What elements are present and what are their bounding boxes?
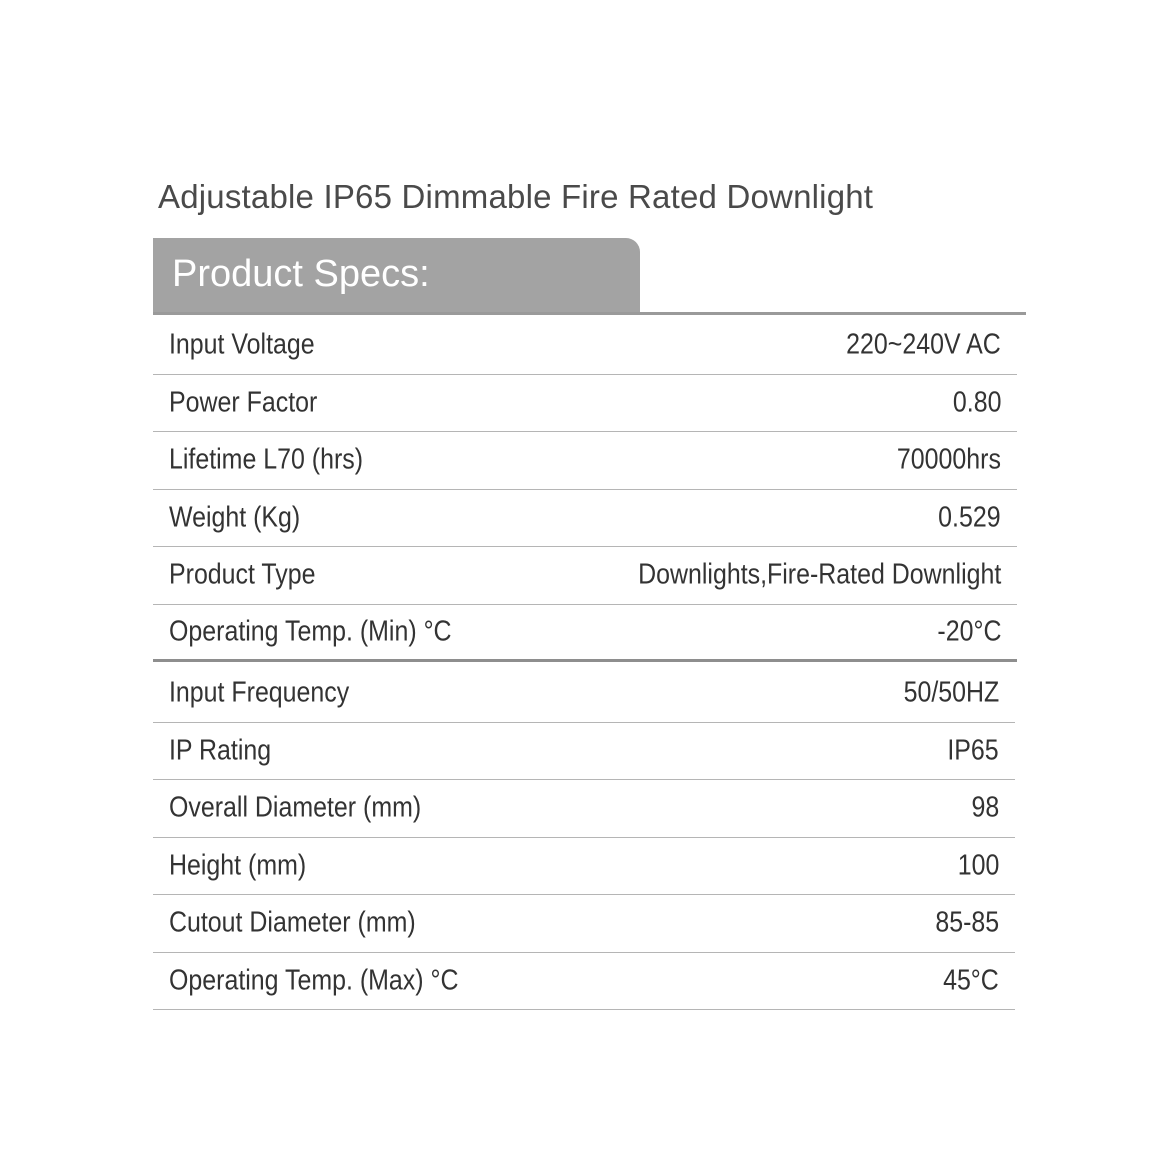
spec-value: 0.529 [938,501,1001,534]
spec-label: Product Type [169,558,316,591]
spec-label: Cutout Diameter (mm) [169,906,416,939]
spec-label: Input Frequency [169,676,350,709]
spec-label: Operating Temp. (Min) °C [169,615,452,648]
spec-label: Input Voltage [169,328,315,361]
spec-row-input-voltage [153,317,1017,375]
spec-value: 85-85 [935,906,999,939]
spec-row-lifetime [153,432,1017,490]
spec-row-product-type [153,547,1017,605]
spec-label: Power Factor [169,386,318,419]
spec-row-input-frequency [153,665,1015,723]
spec-value: 70000hrs [896,443,1001,476]
spec-value: 98 [971,791,999,824]
spec-row-ip-rating [153,723,1015,781]
spec-label: Height (mm) [169,849,307,882]
spec-label: IP Rating [169,734,272,767]
spec-row-overall-diameter [153,780,1015,838]
product-title: Adjustable IP65 Dimmable Fire Rated Downlight [158,178,874,215]
spec-value: -20°C [936,615,1001,648]
spec-row-operating-temp-min [153,605,1017,663]
spec-label: Lifetime L70 (hrs) [169,443,364,476]
spec-value: Downlights,Fire-Rated Downlight [637,558,1001,591]
spec-row-cutout-diameter [153,895,1015,953]
spec-table-group-1 [153,317,1017,662]
spec-label: Overall Diameter (mm) [169,791,422,824]
spec-value: 0.80 [952,386,1001,419]
spec-row-weight [153,490,1017,548]
spec-value: 45°C [943,964,999,997]
tab-underline-divider [153,312,1026,315]
product-specs-tab: Product Specs: [153,238,640,313]
spec-value: 50/50HZ [903,676,999,709]
spec-row-operating-temp-max [153,953,1015,1011]
spec-value: IP65 [947,734,999,767]
spec-value: 220~240V AC [846,328,1001,361]
spec-row-power-factor [153,375,1017,433]
spec-table-group-2 [153,665,1015,1010]
spec-row-height [153,838,1015,896]
spec-value: 100 [957,849,999,882]
spec-label: Weight (Kg) [169,501,301,534]
spec-label: Operating Temp. (Max) °C [169,964,459,997]
